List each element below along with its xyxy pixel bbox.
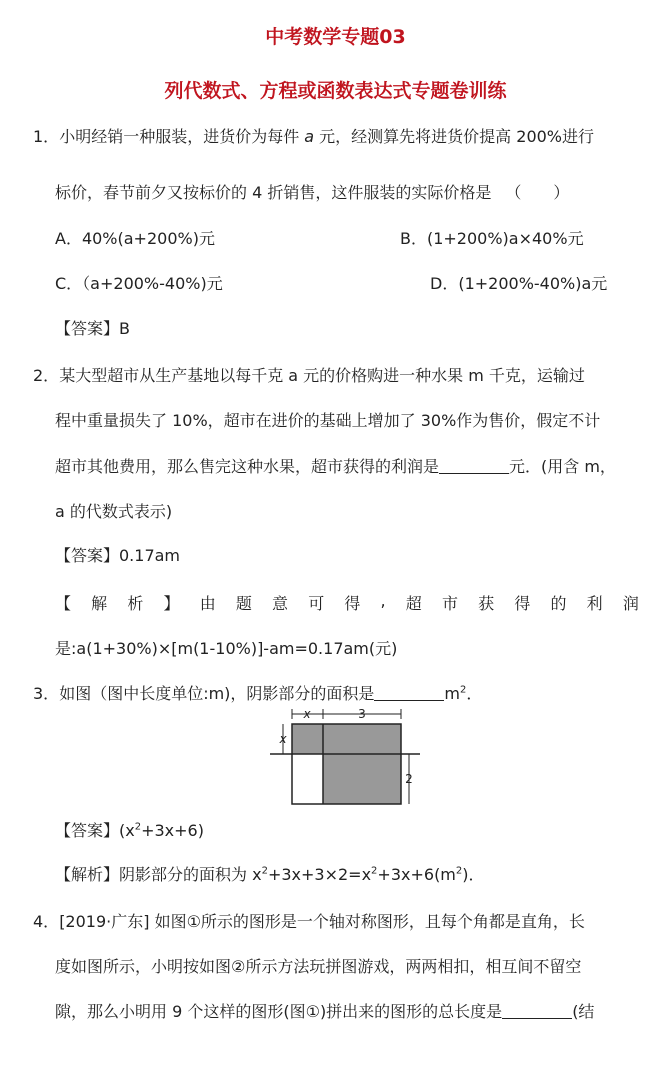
- q1-option-d: D．(1+200%-40%)a元: [430, 274, 608, 293]
- q4-answer-blank: [502, 1004, 572, 1019]
- q3-answer: 【答案】$(x^2+3x+6)$: [55, 821, 204, 840]
- q2-explanation-line1: 【 解 析 】 由 题 意 可 得 , 超 市 获 得 的 利 润: [55, 591, 639, 613]
- q2-number: 2．: [33, 366, 60, 385]
- q3-line1: 3．如图（图中长度单位:m)，阴影部分的面积是 $m^2$．: [33, 684, 483, 703]
- dim-label-2: 2: [405, 772, 413, 786]
- q4-line2: 度如图所示，小明按如图②所示方法玩拼图游戏，两两相扣，相互间不留空: [55, 957, 582, 976]
- q3-figure: [270, 706, 420, 806]
- dim-label-x-top: x: [303, 707, 311, 721]
- q4-line3: 隙，那么小明用 9 个这样的图形(图①)拼出来的图形的总长度是 (结: [55, 1002, 595, 1021]
- shaded-rect-right: [323, 724, 401, 804]
- q1-option-b: B．(1+200%)a×40%元: [400, 229, 584, 248]
- dim-label-x-side: x: [279, 732, 287, 746]
- q3-explanation: 【解析】阴影部分的面积为 $x^2+3x+3\times 2=x^2+3x+6(m^2)$．: [55, 865, 485, 884]
- q4-number: 4．: [33, 912, 60, 931]
- page-subtitle: 列代数式、方程或函数表达式专题卷训练: [164, 80, 507, 102]
- q1-option-a: A．40%(a+200%)元: [55, 229, 215, 248]
- q2-line3: 超市其他费用，那么售完这种水果，超市获得的利润是 元．(用含 m，: [55, 457, 616, 476]
- q1-answer-paren: （ ）: [505, 183, 570, 202]
- q1-option-c: C．（a+200%-40%)元: [55, 274, 223, 293]
- q2-explanation-line2: 是:a(1+30%)×[m(1-10%)]-am=0.17am(元): [55, 639, 398, 658]
- q2-line4: a 的代数式表示): [55, 502, 173, 521]
- q3-answer-blank: [374, 686, 444, 701]
- q4-line1: 4．[2019·广东] 如图①所示的图形是一个轴对称图形，且每个角都是直角，长: [33, 912, 585, 931]
- q1-answer: 【答案】B: [55, 319, 130, 338]
- page-title: 中考数学专题03: [265, 26, 406, 48]
- q2-answer: 【答案】0.17am: [55, 546, 181, 565]
- q3-number: 3．: [33, 684, 60, 703]
- q1-line2: 标价，春节前夕又按标价的 4 折销售，这件服装的实际价格是 （ ）: [55, 183, 570, 202]
- q2-answer-blank: [439, 459, 509, 474]
- q1-number: 1．: [33, 127, 60, 146]
- q1-line1: 1．小明经销一种服装，进货价为每件 a 元，经测算先将进货价提高 200%进行: [33, 127, 595, 146]
- shaded-rect-top-left: [292, 724, 323, 754]
- q2-line1: 2．某大型超市从生产基地以每千克 a 元的价格购进一种水果 m 千克，运输过: [33, 366, 585, 385]
- dim-label-3: 3: [358, 707, 366, 721]
- q2-line2: 程中重量损失了 10%，超市在进价的基础上增加了 30%作为售价，假定不计: [55, 411, 601, 430]
